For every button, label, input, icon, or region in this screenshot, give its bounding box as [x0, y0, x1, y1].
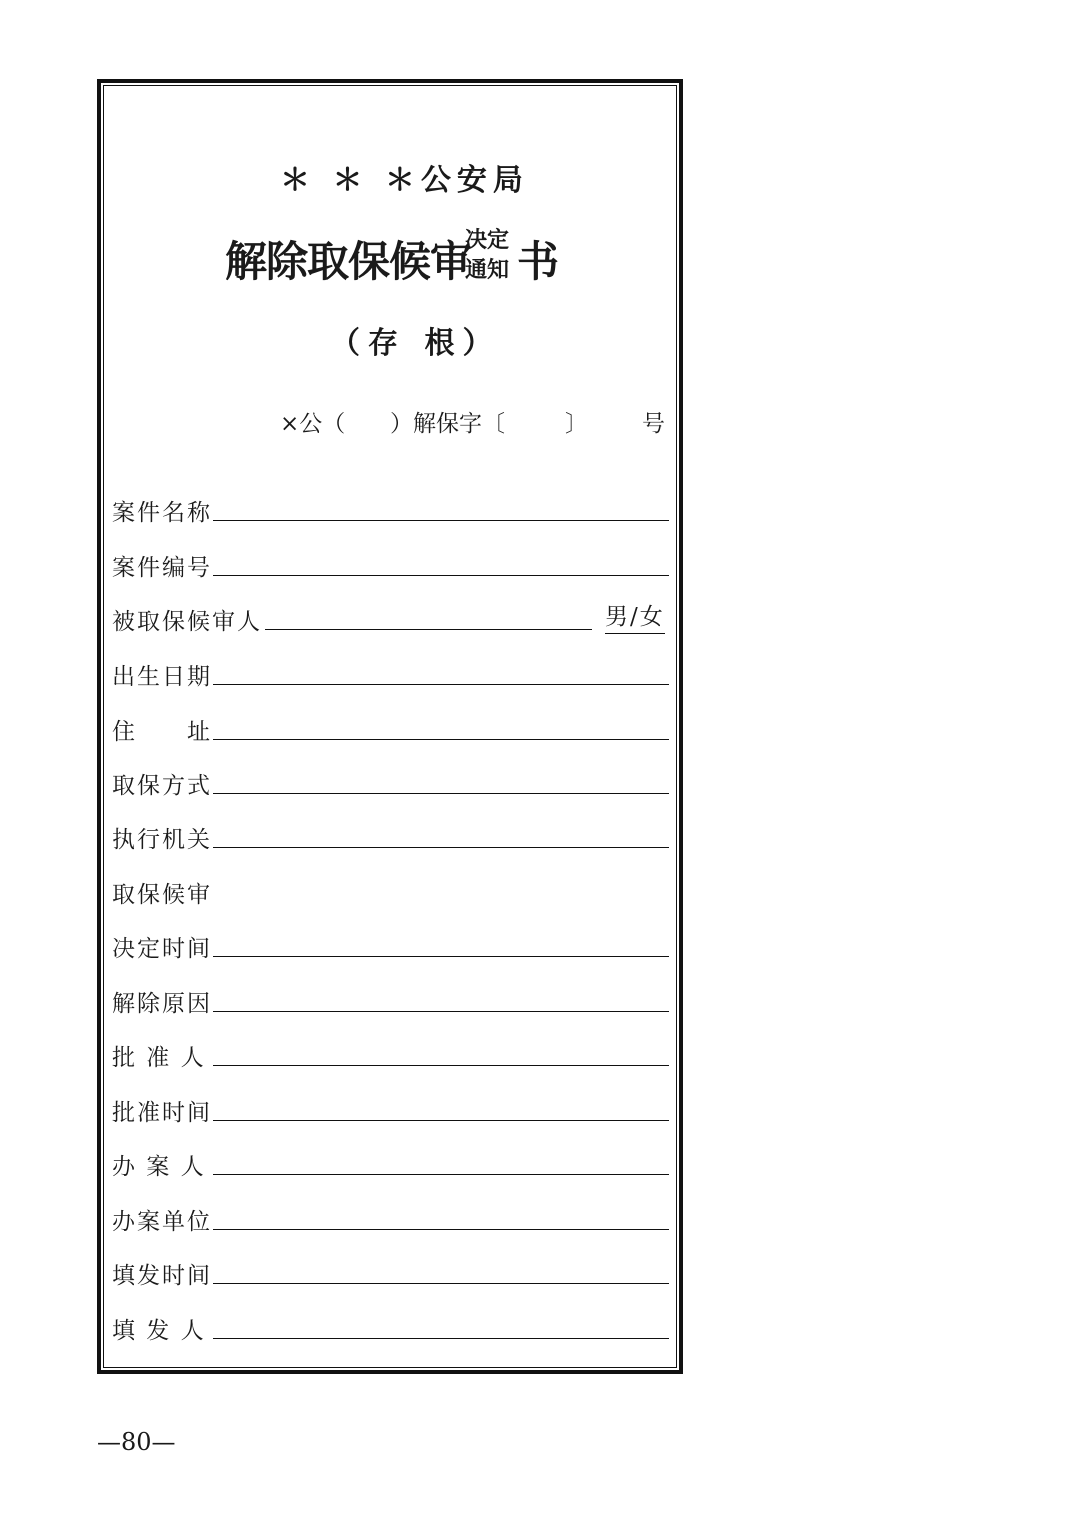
- field-line-approval-time[interactable]: [213, 1120, 669, 1121]
- field-label-person: 被取保候审人: [112, 609, 262, 635]
- field-line-case-number[interactable]: [213, 575, 669, 576]
- docno-suffix: 号: [642, 411, 665, 437]
- field-line-executing-agency[interactable]: [213, 847, 669, 848]
- field-line-issuer[interactable]: [213, 1338, 669, 1339]
- field-line-address[interactable]: [213, 739, 669, 740]
- field-label-case-number: 案件编号: [112, 555, 212, 581]
- field-line-case-name[interactable]: [213, 520, 669, 521]
- field-line-birth-date[interactable]: [213, 684, 669, 685]
- docno-bracket-close: 〕: [565, 411, 588, 437]
- document-number: [280, 405, 670, 439]
- field-label-issue-time: 填发时间: [112, 1263, 212, 1289]
- field-line-case-handler[interactable]: [213, 1174, 669, 1175]
- field-line-handling-unit[interactable]: [213, 1229, 669, 1230]
- docno-prefix: ×公（: [280, 411, 346, 437]
- field-line-bail-method[interactable]: [213, 793, 669, 794]
- field-line-release-reason[interactable]: [213, 1011, 669, 1012]
- field-line-decision-time[interactable]: [213, 956, 669, 957]
- field-label-bail-method: 取保方式: [112, 773, 212, 799]
- title-option-notice: 通知: [465, 257, 510, 283]
- field-label-approver: 批 准 人: [112, 1045, 206, 1071]
- field-label-case-name: 案件名称: [112, 500, 212, 526]
- field-label-issuer: 填 发 人: [112, 1318, 206, 1344]
- title-end: 书: [517, 237, 560, 286]
- field-label-bail-pending: 取保候审: [112, 882, 212, 908]
- field-label-decision-time: 决定时间: [112, 936, 212, 962]
- field-label-case-handler: 办 案 人: [112, 1154, 206, 1180]
- title-option-decision: 决定: [465, 227, 510, 253]
- docno-middle: ）解保字〔: [390, 411, 505, 437]
- stub-label: （存 根）: [330, 326, 501, 361]
- field-label-birth-date: 出生日期: [112, 664, 212, 690]
- gender-option[interactable]: 男/女: [605, 603, 665, 634]
- title-option-stack: [465, 225, 525, 285]
- field-label-release-reason: 解除原因: [112, 991, 212, 1017]
- title-main: 解除取保候审: [225, 237, 472, 286]
- field-line-person[interactable]: [265, 629, 592, 630]
- field-line-issue-time[interactable]: [213, 1283, 669, 1284]
- field-label-approval-time: 批准时间: [112, 1100, 212, 1126]
- field-label-handling-unit: 办案单位: [112, 1209, 212, 1235]
- agency-name: ＊ ＊ ＊公安局: [280, 163, 529, 198]
- field-label-executing-agency: 执行机关: [112, 827, 212, 853]
- page-number: —80—: [97, 1428, 176, 1456]
- field-line-approver[interactable]: [213, 1065, 669, 1066]
- field-label-address: 住 址: [112, 719, 212, 745]
